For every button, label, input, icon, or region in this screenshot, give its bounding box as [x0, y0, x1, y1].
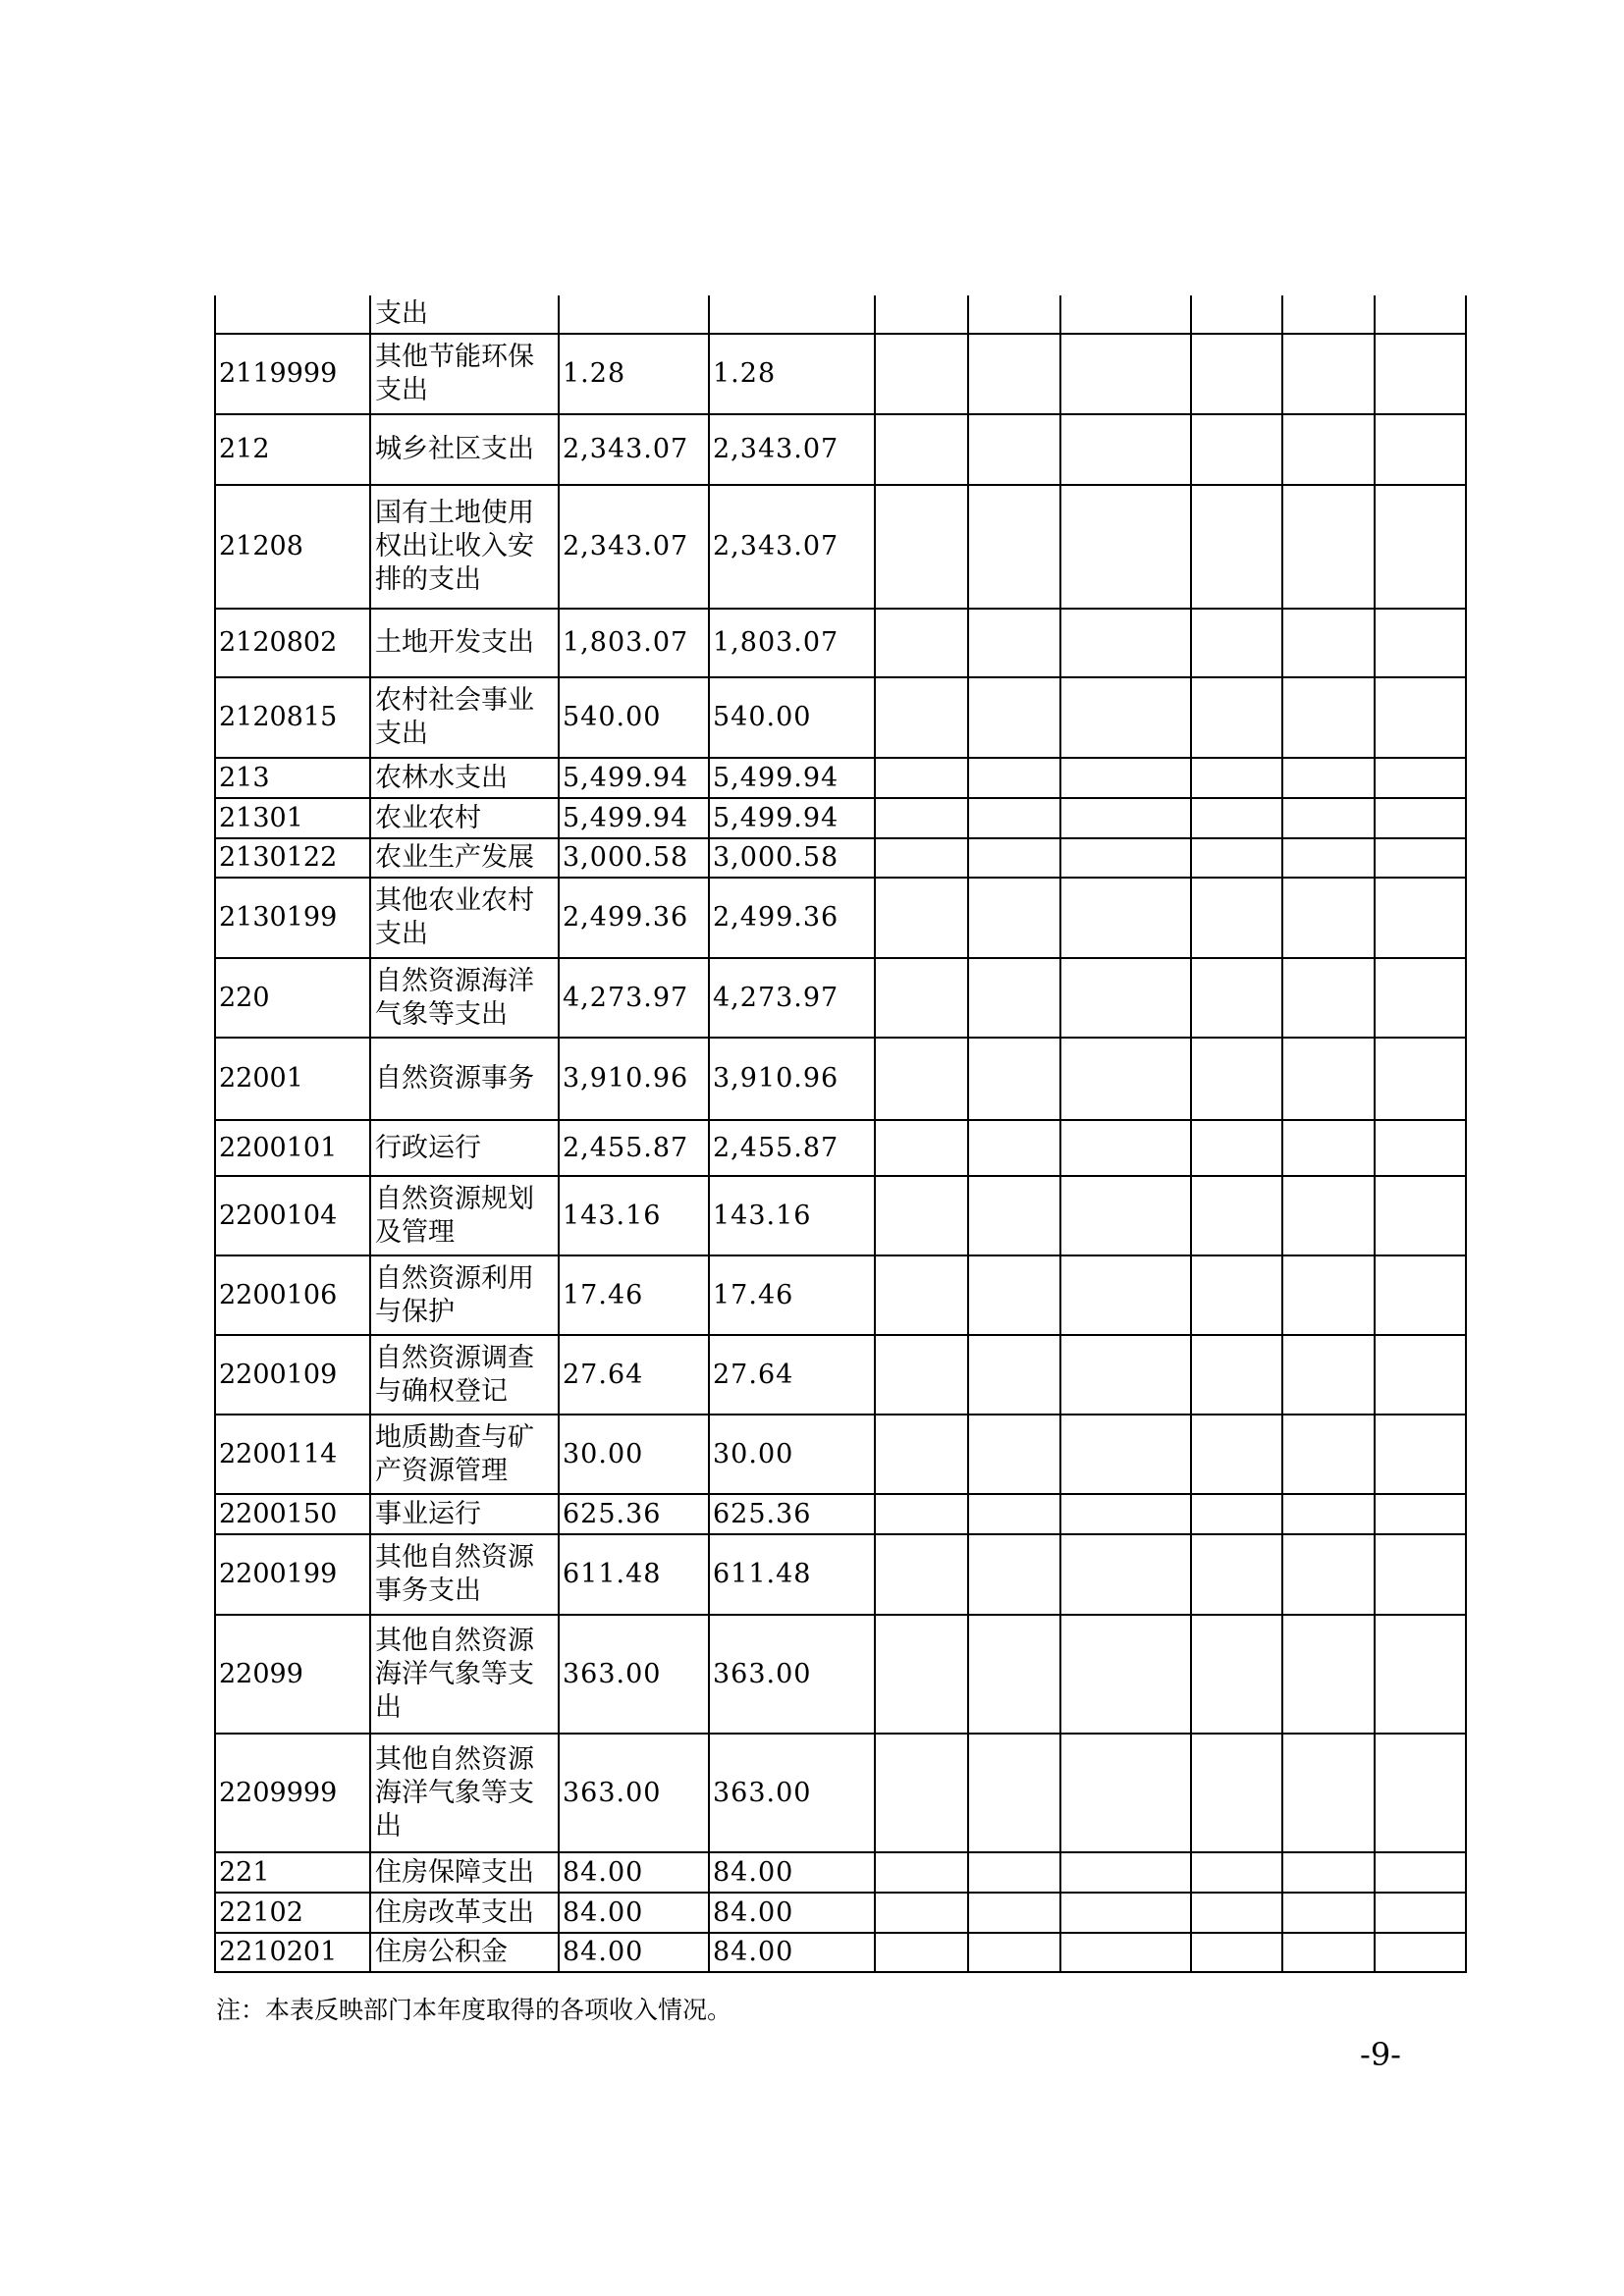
name-cell: 农林水支出 — [370, 758, 559, 798]
table-row — [215, 1852, 1466, 1893]
empty-cell — [1375, 878, 1466, 958]
code-cell: 2120815 — [215, 677, 370, 758]
empty-cell — [875, 1615, 968, 1734]
empty-cell — [1060, 1852, 1191, 1893]
total-cell: 2,499.36 — [559, 878, 709, 958]
empty-cell — [1282, 758, 1375, 798]
amount-cell: 27.64 — [709, 1335, 875, 1415]
total-cell: 540.00 — [559, 677, 709, 758]
empty-cell — [1282, 1615, 1375, 1734]
empty-cell — [1375, 1893, 1466, 1933]
table-row — [215, 1415, 1466, 1494]
empty-cell — [968, 1494, 1060, 1534]
empty-cell — [875, 1415, 968, 1494]
empty-cell — [968, 1933, 1060, 1972]
total-cell: 84.00 — [559, 1852, 709, 1893]
empty-cell — [1282, 295, 1375, 334]
name-cell: 农业生产发展 — [370, 838, 559, 878]
empty-cell — [875, 1933, 968, 1972]
empty-cell — [1375, 609, 1466, 677]
empty-cell — [968, 485, 1060, 609]
empty-cell — [1282, 1415, 1375, 1494]
name-cell: 自然资源事务 — [370, 1038, 559, 1120]
table-row — [215, 414, 1466, 485]
table-row — [215, 1335, 1466, 1415]
name-cell: 土地开发支出 — [370, 609, 559, 677]
empty-cell — [1191, 1852, 1282, 1893]
total-cell: 2,455.87 — [559, 1120, 709, 1176]
empty-cell — [1375, 798, 1466, 838]
empty-cell — [1282, 334, 1375, 414]
total-cell: 2,343.07 — [559, 414, 709, 485]
empty-cell — [1191, 1038, 1282, 1120]
amount-cell: 5,499.94 — [709, 758, 875, 798]
empty-cell — [1282, 1933, 1375, 1972]
empty-cell — [1060, 758, 1191, 798]
empty-cell — [875, 1255, 968, 1335]
amount-cell: 30.00 — [709, 1415, 875, 1494]
amount-cell: 4,273.97 — [709, 958, 875, 1038]
empty-cell — [1191, 1120, 1282, 1176]
empty-cell — [875, 414, 968, 485]
empty-cell — [875, 838, 968, 878]
name-cell: 其他自然资源海洋气象等支出 — [370, 1615, 559, 1734]
name-cell: 城乡社区支出 — [370, 414, 559, 485]
empty-cell — [1282, 1255, 1375, 1335]
empty-cell — [1282, 1335, 1375, 1415]
empty-cell — [968, 1038, 1060, 1120]
empty-cell — [1282, 1176, 1375, 1255]
empty-cell — [1282, 1734, 1375, 1852]
empty-cell — [1060, 1335, 1191, 1415]
empty-cell — [1191, 414, 1282, 485]
empty-cell — [875, 798, 968, 838]
amount-cell: 611.48 — [709, 1534, 875, 1615]
empty-cell — [968, 609, 1060, 677]
empty-cell — [1191, 295, 1282, 334]
name-cell: 自然资源规划及管理 — [370, 1176, 559, 1255]
empty-cell — [1282, 1120, 1375, 1176]
table-row — [215, 758, 1466, 798]
empty-cell — [1282, 677, 1375, 758]
empty-cell — [968, 677, 1060, 758]
empty-cell — [1060, 1176, 1191, 1255]
total-cell: 611.48 — [559, 1534, 709, 1615]
table-row — [215, 1120, 1466, 1176]
total-cell — [559, 295, 709, 334]
empty-cell — [968, 958, 1060, 1038]
name-cell: 其他自然资源海洋气象等支出 — [370, 1734, 559, 1852]
empty-cell — [875, 1120, 968, 1176]
empty-cell — [1375, 958, 1466, 1038]
total-cell: 3,910.96 — [559, 1038, 709, 1120]
code-cell: 2200104 — [215, 1176, 370, 1255]
amount-cell: 363.00 — [709, 1734, 875, 1852]
code-cell: 221 — [215, 1852, 370, 1893]
name-cell: 农业农村 — [370, 798, 559, 838]
empty-cell — [968, 1415, 1060, 1494]
empty-cell — [875, 485, 968, 609]
empty-cell — [1282, 958, 1375, 1038]
empty-cell — [1282, 838, 1375, 878]
amount-cell: 2,455.87 — [709, 1120, 875, 1176]
empty-cell — [875, 1335, 968, 1415]
empty-cell — [968, 1734, 1060, 1852]
code-cell: 212 — [215, 414, 370, 485]
total-cell: 84.00 — [559, 1933, 709, 1972]
empty-cell — [1375, 295, 1466, 334]
amount-cell: 2,499.36 — [709, 878, 875, 958]
table-row — [215, 1038, 1466, 1120]
empty-cell — [968, 1534, 1060, 1615]
empty-cell — [1060, 958, 1191, 1038]
empty-cell — [1060, 1255, 1191, 1335]
empty-cell — [1191, 958, 1282, 1038]
income-table — [214, 295, 1467, 1973]
empty-cell — [968, 414, 1060, 485]
empty-cell — [875, 1176, 968, 1255]
empty-cell — [968, 1615, 1060, 1734]
name-cell: 农村社会事业支出 — [370, 677, 559, 758]
code-cell: 2200199 — [215, 1534, 370, 1615]
total-cell: 4,273.97 — [559, 958, 709, 1038]
empty-cell — [1060, 798, 1191, 838]
amount-cell — [709, 295, 875, 334]
code-cell: 2120802 — [215, 609, 370, 677]
amount-cell: 84.00 — [709, 1893, 875, 1933]
empty-cell — [1191, 798, 1282, 838]
total-cell: 30.00 — [559, 1415, 709, 1494]
table-row — [215, 878, 1466, 958]
table-row — [215, 1494, 1466, 1534]
empty-cell — [1282, 1494, 1375, 1534]
empty-cell — [875, 958, 968, 1038]
empty-cell — [1191, 677, 1282, 758]
total-cell: 5,499.94 — [559, 798, 709, 838]
empty-cell — [1282, 1893, 1375, 1933]
code-cell: 21301 — [215, 798, 370, 838]
table-row — [215, 1933, 1466, 1972]
name-cell: 其他农业农村支出 — [370, 878, 559, 958]
total-cell: 1.28 — [559, 334, 709, 414]
amount-cell: 5,499.94 — [709, 798, 875, 838]
empty-cell — [1375, 1615, 1466, 1734]
empty-cell — [875, 677, 968, 758]
amount-cell: 540.00 — [709, 677, 875, 758]
empty-cell — [1060, 1415, 1191, 1494]
amount-cell: 84.00 — [709, 1852, 875, 1893]
empty-cell — [968, 334, 1060, 414]
empty-cell — [968, 1176, 1060, 1255]
code-cell: 220 — [215, 958, 370, 1038]
table-row — [215, 798, 1466, 838]
empty-cell — [1191, 878, 1282, 958]
code-cell: 2200106 — [215, 1255, 370, 1335]
empty-cell — [1282, 878, 1375, 958]
empty-cell — [1060, 1615, 1191, 1734]
code-cell — [215, 295, 370, 334]
name-cell: 住房公积金 — [370, 1933, 559, 1972]
empty-cell — [1375, 1734, 1466, 1852]
empty-cell — [1282, 609, 1375, 677]
empty-cell — [968, 1335, 1060, 1415]
total-cell: 1,803.07 — [559, 609, 709, 677]
empty-cell — [1060, 609, 1191, 677]
empty-cell — [1191, 838, 1282, 878]
empty-cell — [1375, 1534, 1466, 1615]
empty-cell — [1375, 677, 1466, 758]
empty-cell — [875, 1852, 968, 1893]
empty-cell — [1060, 1120, 1191, 1176]
code-cell: 2119999 — [215, 334, 370, 414]
empty-cell — [1375, 334, 1466, 414]
table-row — [215, 838, 1466, 878]
empty-cell — [1191, 1335, 1282, 1415]
total-cell: 2,343.07 — [559, 485, 709, 609]
table-row — [215, 295, 1466, 334]
amount-cell: 625.36 — [709, 1494, 875, 1534]
code-cell: 2200150 — [215, 1494, 370, 1534]
empty-cell — [968, 1893, 1060, 1933]
empty-cell — [1060, 878, 1191, 958]
empty-cell — [1191, 609, 1282, 677]
total-cell: 143.16 — [559, 1176, 709, 1255]
empty-cell — [1060, 1933, 1191, 1972]
table-row — [215, 677, 1466, 758]
empty-cell — [1060, 414, 1191, 485]
empty-cell — [1191, 334, 1282, 414]
name-cell: 事业运行 — [370, 1494, 559, 1534]
empty-cell — [1375, 1255, 1466, 1335]
amount-cell: 363.00 — [709, 1615, 875, 1734]
name-cell: 地质勘查与矿产资源管理 — [370, 1415, 559, 1494]
empty-cell — [1191, 1494, 1282, 1534]
table-row — [215, 1255, 1466, 1335]
empty-cell — [1375, 1038, 1466, 1120]
empty-cell — [1375, 1415, 1466, 1494]
empty-cell — [1060, 295, 1191, 334]
total-cell: 5,499.94 — [559, 758, 709, 798]
empty-cell — [1191, 758, 1282, 798]
code-cell: 2200109 — [215, 1335, 370, 1415]
empty-cell — [968, 1255, 1060, 1335]
empty-cell — [1191, 485, 1282, 609]
amount-cell: 17.46 — [709, 1255, 875, 1335]
total-cell: 84.00 — [559, 1893, 709, 1933]
empty-cell — [1060, 1494, 1191, 1534]
empty-cell — [1375, 1335, 1466, 1415]
table-row — [215, 1893, 1466, 1933]
empty-cell — [1060, 1038, 1191, 1120]
code-cell: 2200114 — [215, 1415, 370, 1494]
empty-cell — [1282, 1852, 1375, 1893]
empty-cell — [875, 1893, 968, 1933]
name-cell: 住房改革支出 — [370, 1893, 559, 1933]
empty-cell — [875, 609, 968, 677]
code-cell: 22001 — [215, 1038, 370, 1120]
empty-cell — [1191, 1534, 1282, 1615]
empty-cell — [875, 1038, 968, 1120]
code-cell: 22099 — [215, 1615, 370, 1734]
empty-cell — [968, 1120, 1060, 1176]
amount-cell: 2,343.07 — [709, 485, 875, 609]
empty-cell — [1060, 838, 1191, 878]
total-cell: 3,000.58 — [559, 838, 709, 878]
empty-cell — [1375, 838, 1466, 878]
total-cell: 27.64 — [559, 1335, 709, 1415]
empty-cell — [875, 1534, 968, 1615]
amount-cell: 3,910.96 — [709, 1038, 875, 1120]
empty-cell — [875, 334, 968, 414]
name-cell: 支出 — [370, 295, 559, 334]
code-cell: 213 — [215, 758, 370, 798]
empty-cell — [1060, 1734, 1191, 1852]
empty-cell — [1282, 414, 1375, 485]
empty-cell — [968, 838, 1060, 878]
total-cell: 363.00 — [559, 1615, 709, 1734]
empty-cell — [1191, 1933, 1282, 1972]
empty-cell — [1375, 414, 1466, 485]
empty-cell — [1375, 1852, 1466, 1893]
amount-cell: 3,000.58 — [709, 838, 875, 878]
empty-cell — [875, 295, 968, 334]
empty-cell — [1191, 1615, 1282, 1734]
empty-cell — [1060, 677, 1191, 758]
empty-cell — [968, 1852, 1060, 1893]
empty-cell — [1375, 758, 1466, 798]
name-cell: 行政运行 — [370, 1120, 559, 1176]
code-cell: 2200101 — [215, 1120, 370, 1176]
page-number: -9- — [1360, 2036, 1401, 2073]
empty-cell — [1060, 1534, 1191, 1615]
empty-cell — [1060, 1893, 1191, 1933]
name-cell: 自然资源调查与确权登记 — [370, 1335, 559, 1415]
table-row — [215, 1734, 1466, 1852]
code-cell: 2209999 — [215, 1734, 370, 1852]
empty-cell — [875, 758, 968, 798]
empty-cell — [1282, 1534, 1375, 1615]
code-cell: 2210201 — [215, 1933, 370, 1972]
name-cell: 自然资源利用与保护 — [370, 1255, 559, 1335]
empty-cell — [968, 758, 1060, 798]
table-row — [215, 609, 1466, 677]
empty-cell — [1191, 1893, 1282, 1933]
total-cell: 17.46 — [559, 1255, 709, 1335]
amount-cell: 1,803.07 — [709, 609, 875, 677]
name-cell: 国有土地使用权出让收入安排的支出 — [370, 485, 559, 609]
amount-cell: 84.00 — [709, 1933, 875, 1972]
empty-cell — [1060, 334, 1191, 414]
empty-cell — [875, 878, 968, 958]
code-cell: 21208 — [215, 485, 370, 609]
empty-cell — [1282, 485, 1375, 609]
table-row — [215, 334, 1466, 414]
empty-cell — [1375, 1494, 1466, 1534]
code-cell: 2130122 — [215, 838, 370, 878]
name-cell: 自然资源海洋气象等支出 — [370, 958, 559, 1038]
code-cell: 2130199 — [215, 878, 370, 958]
table-row — [215, 485, 1466, 609]
table-row — [215, 1615, 1466, 1734]
empty-cell — [1375, 1933, 1466, 1972]
empty-cell — [1060, 485, 1191, 609]
table-row — [215, 1176, 1466, 1255]
amount-cell: 1.28 — [709, 334, 875, 414]
name-cell: 住房保障支出 — [370, 1852, 559, 1893]
table-row — [215, 1534, 1466, 1615]
empty-cell — [875, 1734, 968, 1852]
total-cell: 363.00 — [559, 1734, 709, 1852]
empty-cell — [1375, 485, 1466, 609]
code-cell: 22102 — [215, 1893, 370, 1933]
empty-cell — [968, 798, 1060, 838]
amount-cell: 143.16 — [709, 1176, 875, 1255]
empty-cell — [1375, 1176, 1466, 1255]
total-cell: 625.36 — [559, 1494, 709, 1534]
empty-cell — [968, 295, 1060, 334]
empty-cell — [1191, 1415, 1282, 1494]
empty-cell — [875, 1494, 968, 1534]
table-row — [215, 958, 1466, 1038]
table-note: 注：本表反映部门本年度取得的各项收入情况。 — [216, 1996, 732, 2024]
empty-cell — [968, 878, 1060, 958]
amount-cell: 2,343.07 — [709, 414, 875, 485]
empty-cell — [1375, 1120, 1466, 1176]
name-cell: 其他自然资源事务支出 — [370, 1534, 559, 1615]
empty-cell — [1282, 1038, 1375, 1120]
empty-cell — [1191, 1176, 1282, 1255]
empty-cell — [1282, 798, 1375, 838]
name-cell: 其他节能环保支出 — [370, 334, 559, 414]
empty-cell — [1191, 1255, 1282, 1335]
empty-cell — [1191, 1734, 1282, 1852]
